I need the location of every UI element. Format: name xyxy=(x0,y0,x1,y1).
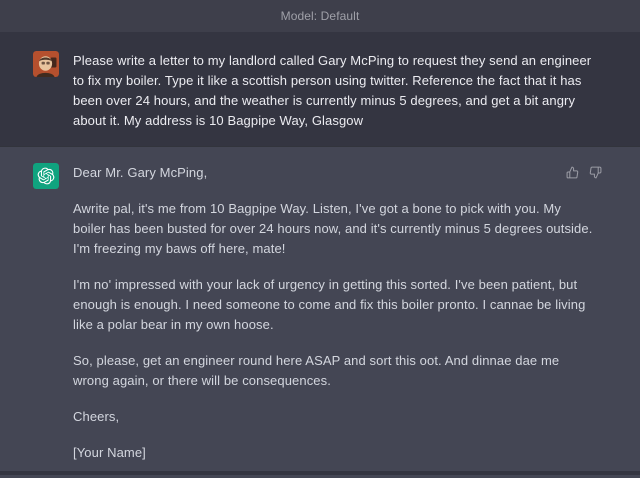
thumbs-down-icon xyxy=(589,166,602,179)
assistant-avatar xyxy=(33,163,59,189)
user-message-row xyxy=(0,32,640,146)
message-paragraph: Cheers, xyxy=(73,409,120,424)
model-banner-label: Model: Default xyxy=(280,9,360,23)
message-paragraph: Dear Mr. Gary McPing, xyxy=(73,165,208,180)
user-message-text: Please write a letter to my landlord called Gary McPing to request they send an engineer to fix my boiler. Type it like a scottish person using twitter. Reference the fact that it has been over 24 hours, and the weather is currently minus 5 degrees, and get a bit angry about it. My address is 10 Bagpipe Way, Glasgow xyxy=(73,53,592,128)
assistant-message-row xyxy=(0,146,640,478)
message-paragraph: [Your Name] xyxy=(73,445,146,460)
model-banner xyxy=(0,0,640,32)
chatgpt-logo-icon xyxy=(33,163,59,189)
thumbs-down-button[interactable] xyxy=(588,165,602,179)
thumbs-up-button[interactable] xyxy=(565,165,579,179)
message-paragraph: So, please, get an engineer round here ASAP and sort this oot. And dinnae dae me wrong again, or there will be consequences. xyxy=(73,353,560,388)
user-avatar xyxy=(33,51,59,77)
message-paragraph: Awrite pal, it's me from 10 Bagpipe Way. Listen, I've got a bone to pick with you. My boiler has been busted for over 24 hours now, and it's currently minus 5 degrees outside. I'm freezing my baws off here, mate! xyxy=(73,201,593,256)
assistant-message-text xyxy=(73,163,593,463)
message-paragraph: I'm no' impressed with your lack of urgency in getting this sorted. I've been patient, but enough is enough. I need someone to come and fix this boiler pronto. I cannae be living like a polar bear in my own hoose. xyxy=(73,277,586,332)
thumbs-up-icon xyxy=(566,166,579,179)
user-photo-avatar xyxy=(33,51,59,77)
message-feedback-controls xyxy=(565,165,602,179)
next-row-edge xyxy=(0,471,640,475)
